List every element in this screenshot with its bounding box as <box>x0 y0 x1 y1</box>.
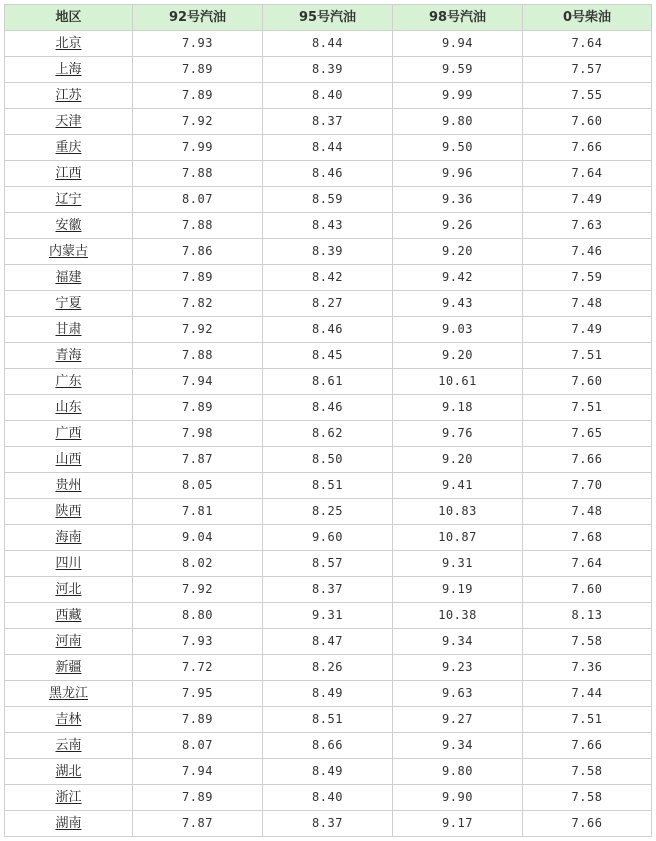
price-98-cell: 9.99 <box>393 83 523 109</box>
price-92-cell: 7.89 <box>133 395 263 421</box>
price-diesel-cell: 7.60 <box>523 369 652 395</box>
region-cell <box>5 525 133 551</box>
region-link[interactable]: 安徽 <box>55 218 82 233</box>
table-row <box>5 681 652 707</box>
table-row <box>5 83 652 109</box>
price-92-cell: 7.89 <box>133 265 263 291</box>
price-92-cell: 7.98 <box>133 421 263 447</box>
table-header <box>5 5 652 31</box>
price-95-cell: 8.46 <box>263 161 393 187</box>
price-table-container <box>4 4 651 837</box>
table-row <box>5 733 652 759</box>
region-link[interactable]: 北京 <box>55 36 82 51</box>
price-diesel-cell: 7.51 <box>523 343 652 369</box>
table-row <box>5 109 652 135</box>
price-92-cell: 7.88 <box>133 161 263 187</box>
table-row <box>5 655 652 681</box>
price-98-cell: 10.83 <box>393 499 523 525</box>
price-92-cell: 7.93 <box>133 629 263 655</box>
region-link[interactable]: 江西 <box>55 166 82 181</box>
region-link[interactable]: 福建 <box>55 270 82 285</box>
region-link[interactable]: 湖南 <box>55 816 82 831</box>
region-link[interactable]: 江苏 <box>55 88 82 103</box>
price-92-cell: 8.02 <box>133 551 263 577</box>
region-cell <box>5 681 133 707</box>
price-diesel-cell: 7.60 <box>523 577 652 603</box>
price-95-cell: 8.51 <box>263 707 393 733</box>
region-link[interactable]: 云南 <box>55 738 82 753</box>
region-link[interactable]: 河北 <box>55 582 82 597</box>
price-98-cell: 9.34 <box>393 629 523 655</box>
price-98-cell: 9.26 <box>393 213 523 239</box>
price-98-cell: 9.43 <box>393 291 523 317</box>
header-0-diesel: 0号柴油 <box>523 5 652 31</box>
price-95-cell: 8.50 <box>263 447 393 473</box>
region-link[interactable]: 山西 <box>55 452 82 467</box>
price-98-cell: 10.61 <box>393 369 523 395</box>
price-98-cell: 9.80 <box>393 109 523 135</box>
price-98-cell: 9.96 <box>393 161 523 187</box>
region-cell <box>5 785 133 811</box>
region-link[interactable]: 山东 <box>55 400 82 415</box>
price-92-cell: 7.72 <box>133 655 263 681</box>
price-92-cell: 7.92 <box>133 317 263 343</box>
price-diesel-cell: 7.58 <box>523 759 652 785</box>
price-92-cell: 8.80 <box>133 603 263 629</box>
price-98-cell: 9.34 <box>393 733 523 759</box>
table-row <box>5 343 652 369</box>
price-92-cell: 7.86 <box>133 239 263 265</box>
price-95-cell: 8.43 <box>263 213 393 239</box>
price-95-cell: 8.25 <box>263 499 393 525</box>
price-diesel-cell: 7.48 <box>523 499 652 525</box>
price-diesel-cell: 7.51 <box>523 395 652 421</box>
price-95-cell: 8.44 <box>263 31 393 57</box>
price-95-cell: 8.61 <box>263 369 393 395</box>
price-92-cell: 7.88 <box>133 343 263 369</box>
price-diesel-cell: 7.49 <box>523 187 652 213</box>
region-cell <box>5 551 133 577</box>
table-row <box>5 785 652 811</box>
table-row <box>5 31 652 57</box>
table-row <box>5 421 652 447</box>
header-row <box>5 5 652 31</box>
price-diesel-cell: 7.51 <box>523 707 652 733</box>
price-98-cell: 9.27 <box>393 707 523 733</box>
table-row <box>5 291 652 317</box>
price-diesel-cell: 7.49 <box>523 317 652 343</box>
price-diesel-cell: 7.66 <box>523 733 652 759</box>
price-95-cell: 8.62 <box>263 421 393 447</box>
price-diesel-cell: 7.36 <box>523 655 652 681</box>
table-row <box>5 525 652 551</box>
table-row <box>5 759 652 785</box>
price-98-cell: 9.76 <box>393 421 523 447</box>
price-98-cell: 9.18 <box>393 395 523 421</box>
price-92-cell: 7.89 <box>133 57 263 83</box>
region-link[interactable]: 甘肃 <box>55 322 82 337</box>
region-cell <box>5 187 133 213</box>
table-row <box>5 317 652 343</box>
table-body <box>5 31 652 837</box>
price-95-cell: 8.39 <box>263 57 393 83</box>
price-98-cell: 10.87 <box>393 525 523 551</box>
price-98-cell: 9.20 <box>393 447 523 473</box>
price-diesel-cell: 7.66 <box>523 811 652 837</box>
price-92-cell: 7.89 <box>133 83 263 109</box>
price-diesel-cell: 7.66 <box>523 447 652 473</box>
region-link[interactable]: 黑龙江 <box>48 686 88 701</box>
region-link[interactable]: 陕西 <box>55 504 82 519</box>
price-95-cell: 8.45 <box>263 343 393 369</box>
region-cell <box>5 655 133 681</box>
price-diesel-cell: 7.55 <box>523 83 652 109</box>
price-92-cell: 9.04 <box>133 525 263 551</box>
price-98-cell: 9.63 <box>393 681 523 707</box>
price-98-cell: 9.23 <box>393 655 523 681</box>
price-98-cell: 9.90 <box>393 785 523 811</box>
price-diesel-cell: 7.59 <box>523 265 652 291</box>
price-95-cell: 9.31 <box>263 603 393 629</box>
region-link[interactable]: 湖北 <box>55 764 82 779</box>
region-cell <box>5 369 133 395</box>
price-98-cell: 9.03 <box>393 317 523 343</box>
region-cell <box>5 239 133 265</box>
table-row <box>5 629 652 655</box>
price-92-cell: 7.87 <box>133 811 263 837</box>
price-diesel-cell: 7.70 <box>523 473 652 499</box>
price-92-cell: 7.92 <box>133 577 263 603</box>
region-cell <box>5 213 133 239</box>
price-92-cell: 7.94 <box>133 759 263 785</box>
price-95-cell: 8.46 <box>263 395 393 421</box>
table-row <box>5 187 652 213</box>
region-link[interactable]: 贵州 <box>55 478 82 493</box>
price-98-cell: 9.31 <box>393 551 523 577</box>
price-95-cell: 8.49 <box>263 681 393 707</box>
price-diesel-cell: 7.60 <box>523 109 652 135</box>
region-cell <box>5 161 133 187</box>
price-95-cell: 8.27 <box>263 291 393 317</box>
price-95-cell: 8.40 <box>263 83 393 109</box>
price-diesel-cell: 7.58 <box>523 785 652 811</box>
region-cell <box>5 109 133 135</box>
header-region: 地区 <box>5 5 133 31</box>
price-98-cell: 9.17 <box>393 811 523 837</box>
region-link[interactable]: 新疆 <box>55 660 82 675</box>
region-cell <box>5 395 133 421</box>
region-link[interactable]: 河南 <box>55 634 82 649</box>
header-92-gasoline: 92号汽油 <box>133 5 263 31</box>
region-cell <box>5 447 133 473</box>
price-92-cell: 7.87 <box>133 447 263 473</box>
table-row <box>5 707 652 733</box>
price-98-cell: 9.42 <box>393 265 523 291</box>
region-cell <box>5 317 133 343</box>
price-92-cell: 8.07 <box>133 733 263 759</box>
table-row <box>5 473 652 499</box>
price-diesel-cell: 8.13 <box>523 603 652 629</box>
table-row <box>5 239 652 265</box>
region-link[interactable]: 广西 <box>55 426 82 441</box>
table-row <box>5 603 652 629</box>
region-cell <box>5 577 133 603</box>
region-cell <box>5 265 133 291</box>
price-diesel-cell: 7.65 <box>523 421 652 447</box>
region-cell <box>5 759 133 785</box>
region-cell <box>5 421 133 447</box>
fuel-price-table <box>4 4 652 837</box>
price-95-cell: 8.51 <box>263 473 393 499</box>
table-row <box>5 499 652 525</box>
price-diesel-cell: 7.46 <box>523 239 652 265</box>
region-cell <box>5 343 133 369</box>
region-cell <box>5 499 133 525</box>
price-95-cell: 8.47 <box>263 629 393 655</box>
price-98-cell: 9.50 <box>393 135 523 161</box>
region-link[interactable]: 青海 <box>55 348 82 363</box>
table-row <box>5 135 652 161</box>
price-92-cell: 7.88 <box>133 213 263 239</box>
header-98-gasoline: 98号汽油 <box>393 5 523 31</box>
price-diesel-cell: 7.63 <box>523 213 652 239</box>
table-row <box>5 447 652 473</box>
price-92-cell: 7.89 <box>133 785 263 811</box>
price-98-cell: 9.80 <box>393 759 523 785</box>
price-95-cell: 8.37 <box>263 109 393 135</box>
region-cell <box>5 733 133 759</box>
region-link[interactable]: 宁夏 <box>55 296 82 311</box>
region-link[interactable]: 辽宁 <box>55 192 82 207</box>
price-98-cell: 9.59 <box>393 57 523 83</box>
region-cell <box>5 811 133 837</box>
region-cell <box>5 57 133 83</box>
price-diesel-cell: 7.48 <box>523 291 652 317</box>
price-98-cell: 10.38 <box>393 603 523 629</box>
region-cell <box>5 629 133 655</box>
price-95-cell: 8.59 <box>263 187 393 213</box>
price-98-cell: 9.20 <box>393 343 523 369</box>
region-link[interactable]: 天津 <box>55 114 82 129</box>
price-95-cell: 8.57 <box>263 551 393 577</box>
region-cell <box>5 707 133 733</box>
price-95-cell: 8.37 <box>263 811 393 837</box>
table-row <box>5 395 652 421</box>
table-row <box>5 577 652 603</box>
price-92-cell: 8.07 <box>133 187 263 213</box>
price-92-cell: 7.81 <box>133 499 263 525</box>
table-row <box>5 551 652 577</box>
region-link[interactable]: 重庆 <box>55 140 82 155</box>
price-95-cell: 8.49 <box>263 759 393 785</box>
price-95-cell: 8.66 <box>263 733 393 759</box>
region-link[interactable]: 海南 <box>55 530 82 545</box>
price-diesel-cell: 7.57 <box>523 57 652 83</box>
price-92-cell: 7.92 <box>133 109 263 135</box>
price-98-cell: 9.19 <box>393 577 523 603</box>
price-95-cell: 9.60 <box>263 525 393 551</box>
price-diesel-cell: 7.44 <box>523 681 652 707</box>
price-92-cell: 7.95 <box>133 681 263 707</box>
price-diesel-cell: 7.66 <box>523 135 652 161</box>
region-cell <box>5 603 133 629</box>
price-92-cell: 7.82 <box>133 291 263 317</box>
table-row <box>5 265 652 291</box>
price-98-cell: 9.41 <box>393 473 523 499</box>
region-cell <box>5 31 133 57</box>
region-link[interactable]: 吉林 <box>55 712 82 727</box>
region-link[interactable]: 四川 <box>55 556 82 571</box>
price-diesel-cell: 7.64 <box>523 551 652 577</box>
table-row <box>5 369 652 395</box>
price-95-cell: 8.39 <box>263 239 393 265</box>
region-cell <box>5 473 133 499</box>
price-92-cell: 7.94 <box>133 369 263 395</box>
price-diesel-cell: 7.68 <box>523 525 652 551</box>
price-diesel-cell: 7.64 <box>523 161 652 187</box>
region-link[interactable]: 上海 <box>55 62 82 77</box>
price-92-cell: 7.99 <box>133 135 263 161</box>
price-95-cell: 8.26 <box>263 655 393 681</box>
price-95-cell: 8.42 <box>263 265 393 291</box>
header-95-gasoline: 95号汽油 <box>263 5 393 31</box>
region-cell <box>5 135 133 161</box>
region-link[interactable]: 浙江 <box>55 790 82 805</box>
price-diesel-cell: 7.58 <box>523 629 652 655</box>
price-92-cell: 7.89 <box>133 707 263 733</box>
price-98-cell: 9.20 <box>393 239 523 265</box>
region-cell <box>5 291 133 317</box>
region-cell <box>5 83 133 109</box>
table-row <box>5 161 652 187</box>
region-link[interactable]: 西藏 <box>55 608 82 623</box>
price-95-cell: 8.40 <box>263 785 393 811</box>
table-row <box>5 811 652 837</box>
price-95-cell: 8.44 <box>263 135 393 161</box>
table-row <box>5 213 652 239</box>
region-link[interactable]: 广东 <box>55 374 82 389</box>
price-diesel-cell: 7.64 <box>523 31 652 57</box>
price-98-cell: 9.36 <box>393 187 523 213</box>
price-98-cell: 9.94 <box>393 31 523 57</box>
price-95-cell: 8.46 <box>263 317 393 343</box>
price-92-cell: 7.93 <box>133 31 263 57</box>
region-link[interactable]: 内蒙古 <box>48 244 88 259</box>
table-row <box>5 57 652 83</box>
price-92-cell: 8.05 <box>133 473 263 499</box>
price-95-cell: 8.37 <box>263 577 393 603</box>
